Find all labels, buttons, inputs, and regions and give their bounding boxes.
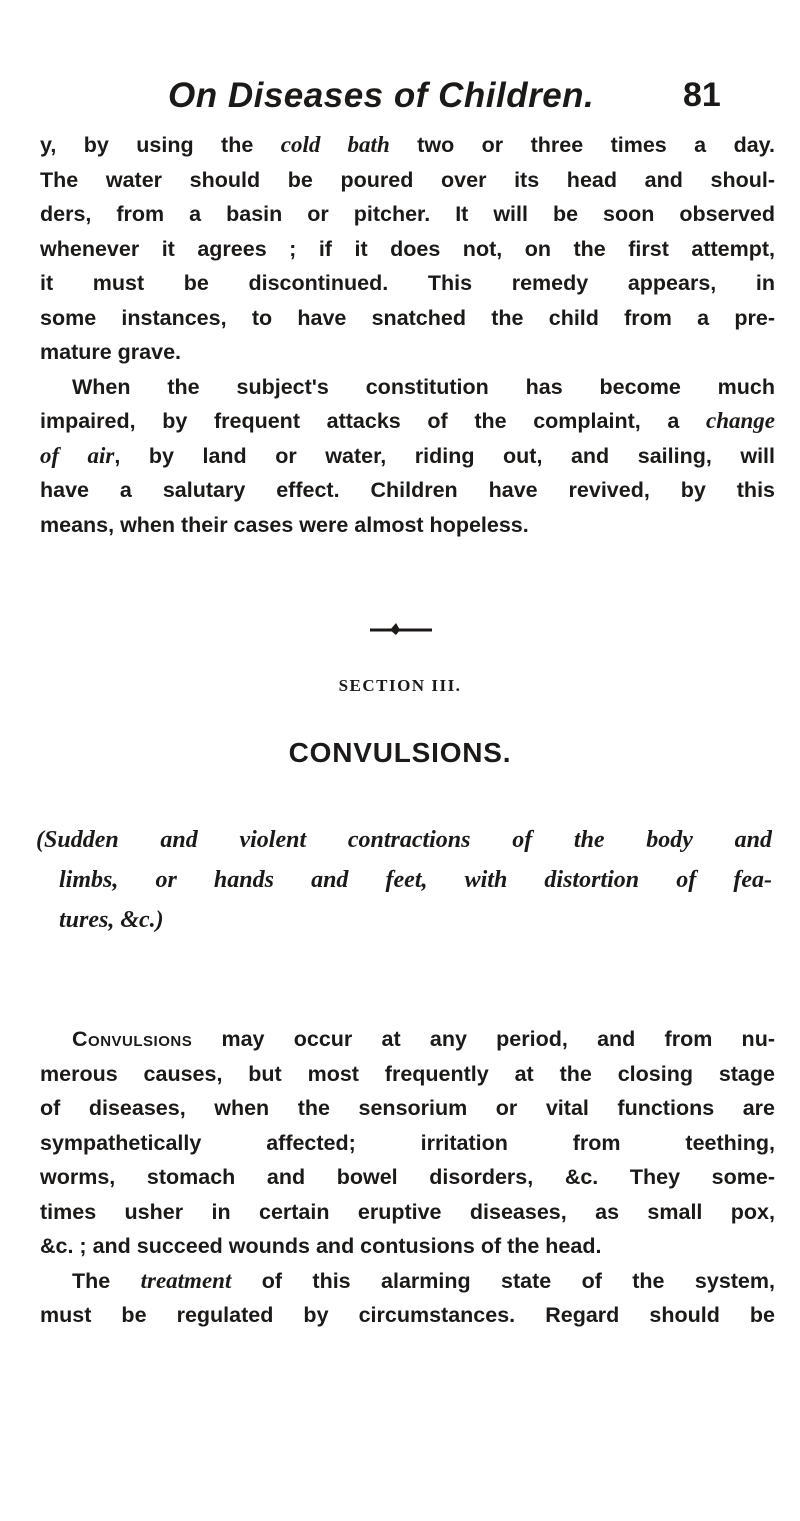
paragraph-line: The treatment of this alarming state of the system, (72, 1267, 775, 1293)
paragraph-line: of air, by land or water, riding out, and sailing, will (40, 442, 775, 468)
paragraph-line: sympathetically affected; irritation from teething, (40, 1130, 775, 1155)
paragraph-line: y, by using the cold bath two or three times a day. (40, 132, 775, 157)
emphasis-change: change (706, 408, 775, 433)
paragraph-line: &c. ; and succeed wounds and contusions of the head. (40, 1234, 602, 1258)
running-title: On Diseases of Children. (168, 76, 595, 115)
page-number: 81 (683, 76, 721, 114)
summary-line: limbs, or hands and feet, with distortion of fea- (59, 867, 772, 893)
body-text-bottom (40, 1022, 775, 1333)
paragraph-line: must be regulated by circumstances. Regard should be (40, 1303, 775, 1327)
emphasis-of-air: of air (40, 442, 115, 468)
emphasis-cold-bath: cold bath (280, 132, 390, 157)
paragraph-line: impaired, by frequent attacks of the complaint, a change (40, 408, 775, 433)
body-text-top (40, 128, 775, 542)
paragraph-line: times usher in certain eruptive diseases, as small pox, (40, 1199, 775, 1224)
paragraph-line: some instances, to have snatched the child from a pre- (40, 305, 775, 330)
section-label: SECTION III. (338, 676, 462, 695)
emphasis-treatment: treatment (140, 1267, 232, 1293)
paragraph-line: have a salutary effect. Children have revived, by this (40, 478, 775, 502)
paragraph-line: When the subject's constitution has become much (72, 374, 775, 399)
summary-line: tures, &c.) (59, 907, 164, 933)
paragraph-line: The water should be poured over its head and shoul- (40, 167, 775, 192)
paragraph-line: merous causes, but most frequently at the closing stage (40, 1061, 775, 1086)
paragraph-line: mature grave. (40, 340, 182, 364)
paragraph-line: ders, from a basin or pitcher. It will be soon observed (40, 202, 775, 226)
section-divider-ornament (370, 621, 432, 637)
running-head (0, 76, 800, 126)
section-summary (36, 820, 772, 940)
small-caps-convulsions: Convulsions (72, 1027, 193, 1051)
paragraph-line: it must be discontinued. This remedy appears, in (40, 271, 775, 295)
paragraph-line: of diseases, when the sensorium or vital functions are (40, 1096, 775, 1120)
section-title: CONVULSIONS. (288, 737, 512, 768)
summary-line: (Sudden and violent contractions of the body and (36, 827, 772, 853)
paragraph-line: whenever it agrees ; if it does not, on the first attempt, (40, 236, 775, 261)
paragraph-line: worms, stomach and bowel disorders, &c. They some- (40, 1165, 775, 1189)
paragraph-line: means, when their cases were almost hopeless. (40, 512, 529, 537)
paragraph-line: Convulsions may occur at any period, and from nu- (72, 1027, 775, 1051)
